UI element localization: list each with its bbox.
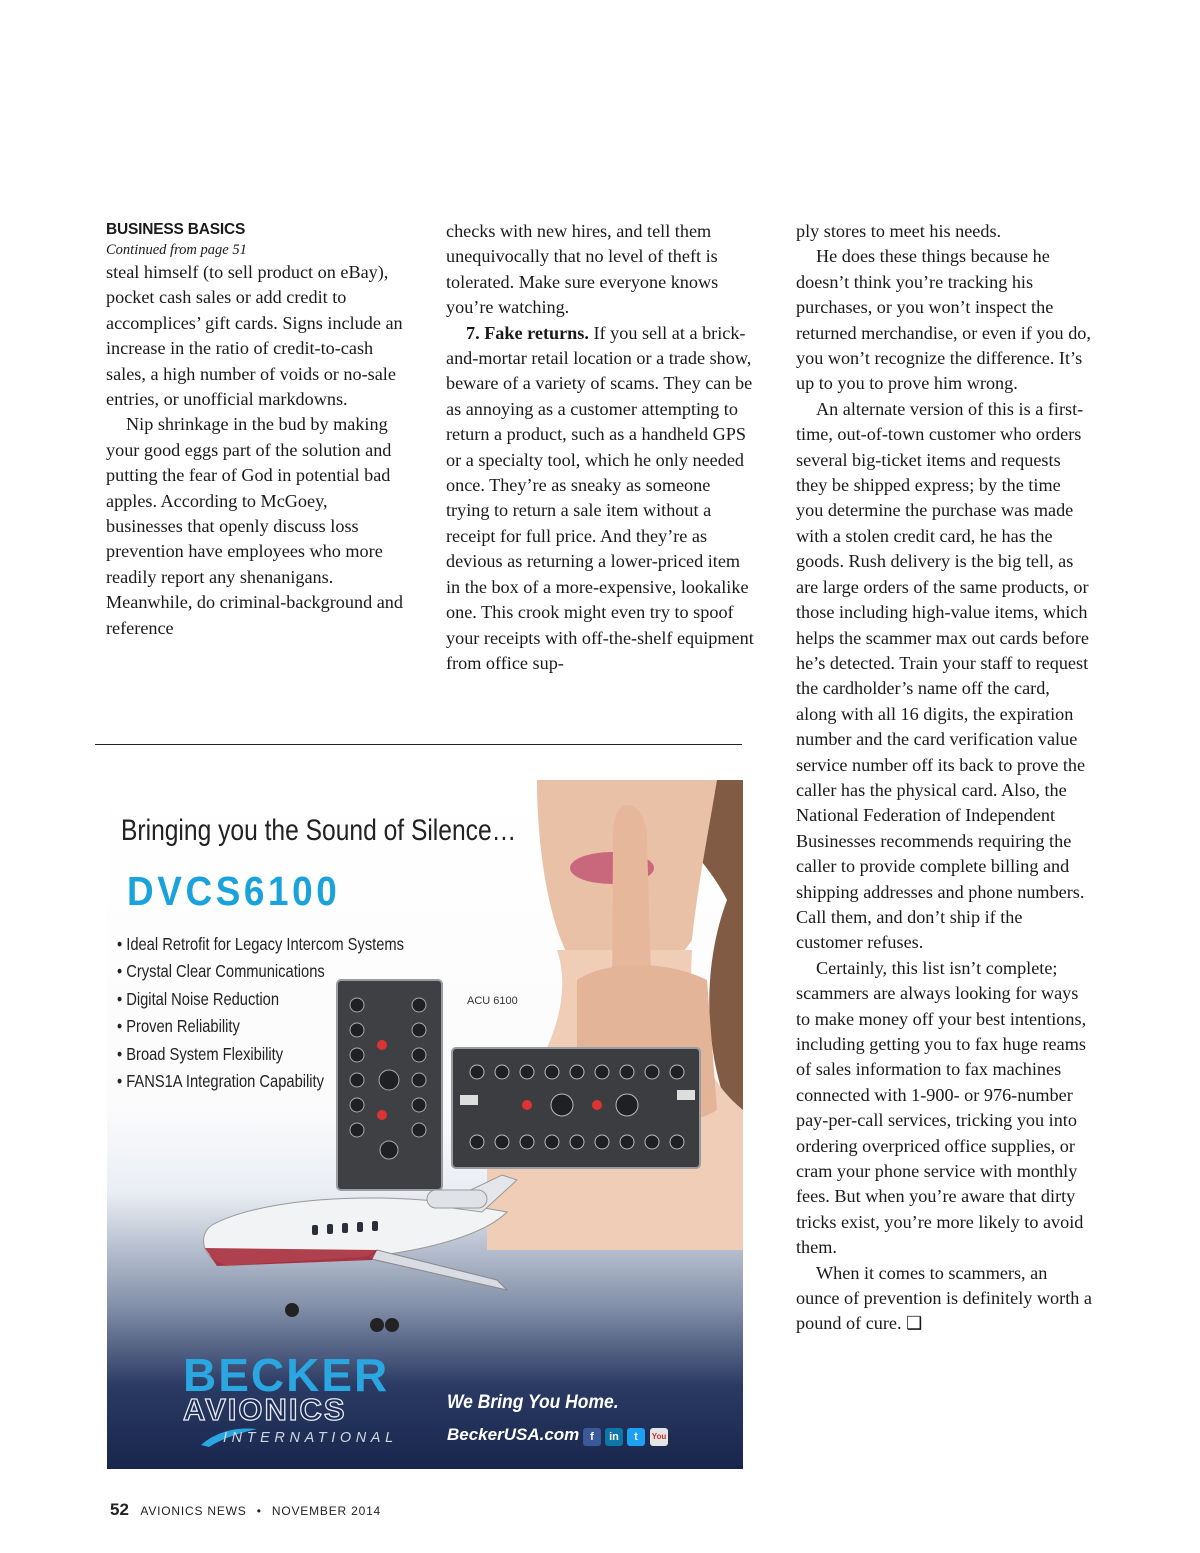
feature-item: • Digital Noise Reduction xyxy=(117,986,404,1013)
paragraph: ply stores to meet his needs. xyxy=(796,221,1002,241)
brand-logo-becker: BECKER xyxy=(183,1349,390,1401)
twitter-icon: t xyxy=(627,1428,645,1446)
article-column-3 xyxy=(796,219,1092,1337)
business-jet xyxy=(204,1175,517,1332)
section-kicker: BUSINESS BASICS xyxy=(106,221,246,238)
continued-note: Continued from page 51 xyxy=(106,242,247,258)
feature-item: • Crystal Clear Communications xyxy=(117,958,404,985)
end-mark-icon: ❑ xyxy=(906,1313,923,1334)
paragraph-text: When it comes to scammers, an ounce of prevention is definitely worth a pound of cure. xyxy=(796,1262,1092,1334)
brand-logo-avionics: AVIONICS xyxy=(183,1392,347,1427)
feature-list xyxy=(117,931,459,1095)
issue-date: NOVEMBER 2014 xyxy=(271,1504,382,1518)
facebook-icon: f xyxy=(583,1428,601,1446)
feature-item: • Proven Reliability xyxy=(117,1013,404,1040)
paragraph: He does these things because he doesn’t think you’re tracking his purchases, or you won’t inspect the returned merchandise, or even if you do, you won’t recognize the difference. It’s up to you to prove him wrong. xyxy=(796,246,1091,394)
paragraph: steal himself (to sell product on eBay), pocket cash sales or add credit to accomplices’ gift cards. Signs include an increase in the ratio of credit-to-cash sales, a high number of voids or no-sale entries, or unofficial markdowns. xyxy=(106,262,403,410)
paragraph: Certainly, this list isn’t complete; scammers are always looking for ways to make money off your best intentions, including getting you to fax huge reams of sales information to fax machines connected with 1-900- or 976-number pay-per-call services, tricking you into ordering overpriced office supplies, or cram your phone service with monthly fees. But when you’re aware that dirty tricks exist, you’re more likely to avoid them. xyxy=(796,957,1087,1258)
feature-item: • Broad System Flexibility xyxy=(117,1041,404,1068)
ad-website: BeckerUSA.com xyxy=(447,1425,580,1444)
feature-item: • Ideal Retrofit for Legacy Intercom Systems xyxy=(117,931,404,958)
paragraph: An alternate version of this is a first-time, out-of-town customer who orders several big-ticket items and requests they be shipped express; by the time you determine the purchase was made with a stolen credit card, he has the goods. Rush delivery is the big tell, as are large orders of the same products, or those including high-value items, which helps the scammer max out cards before he’s detected. Train your staff to request the cardholder’s name off the card, along with all 16 digits, the expiration number and the card verification value service number off its back to prove the caller has the physical card. Also, the National Federation of Independent Businesses recommends requiring the caller to provide complete billing and shipping addresses and phone numbers. Call them, and don’t ship if the customer refuses. xyxy=(796,398,1089,953)
becker-advertisement xyxy=(107,780,743,1469)
publication-name: AVIONICS NEWS xyxy=(140,1504,247,1518)
paragraph: Nip shrinkage in the bud by making your good eggs part of the solution and putting the fear of God in potential bad apples. According to McGoey, businesses that openly discuss loss prevention have employees who more readily report any shenanigans. Meanwhile, do criminal-background and reference xyxy=(106,414,403,638)
paragraph-text: If you sell at a brick-and-mortar retail location or a trade show, beware of a variety of scams. They can be as annoying as a customer attempting to return a product, such as a handheld GPS or a specialty tool, which he only needed once. They’re as sneaky as someone trying to return a sale item without a receipt for full price. And they’re as devious as returning a lower-priced item in the box of a more-expensive, lookalike one. This crook might even try to spoof your receipts with off-the-shelf equipment from office sup- xyxy=(446,322,754,673)
brand-logo-international: INTERNATIONAL xyxy=(223,1430,398,1446)
feature-item: • FANS1A Integration Capability xyxy=(117,1068,404,1095)
linkedin-icon: in xyxy=(605,1428,623,1446)
ad-headline: Bringing you the Sound of Silence… xyxy=(121,814,517,847)
page-number: 52 xyxy=(110,1500,129,1519)
ad-tagline: We Bring You Home. xyxy=(447,1392,619,1413)
footer-separator: • xyxy=(256,1504,262,1518)
paragraph-final xyxy=(796,1261,1092,1337)
youtube-icon: You xyxy=(650,1428,668,1446)
page-footer xyxy=(110,1500,381,1520)
product-name: DVCS6100 xyxy=(127,868,341,914)
article-column-1 xyxy=(106,219,406,641)
paragraph-fake-returns xyxy=(446,321,756,677)
panel-label: ACU 6100 xyxy=(467,995,518,1007)
run-in-heading: 7. Fake returns. xyxy=(466,322,589,343)
paragraph: checks with new hires, and tell them unequivocally that no level of theft is tolerated. Make sure everyone knows you’re watching. xyxy=(446,221,719,318)
article-column-2 xyxy=(446,219,756,676)
divider-rule xyxy=(95,744,742,745)
